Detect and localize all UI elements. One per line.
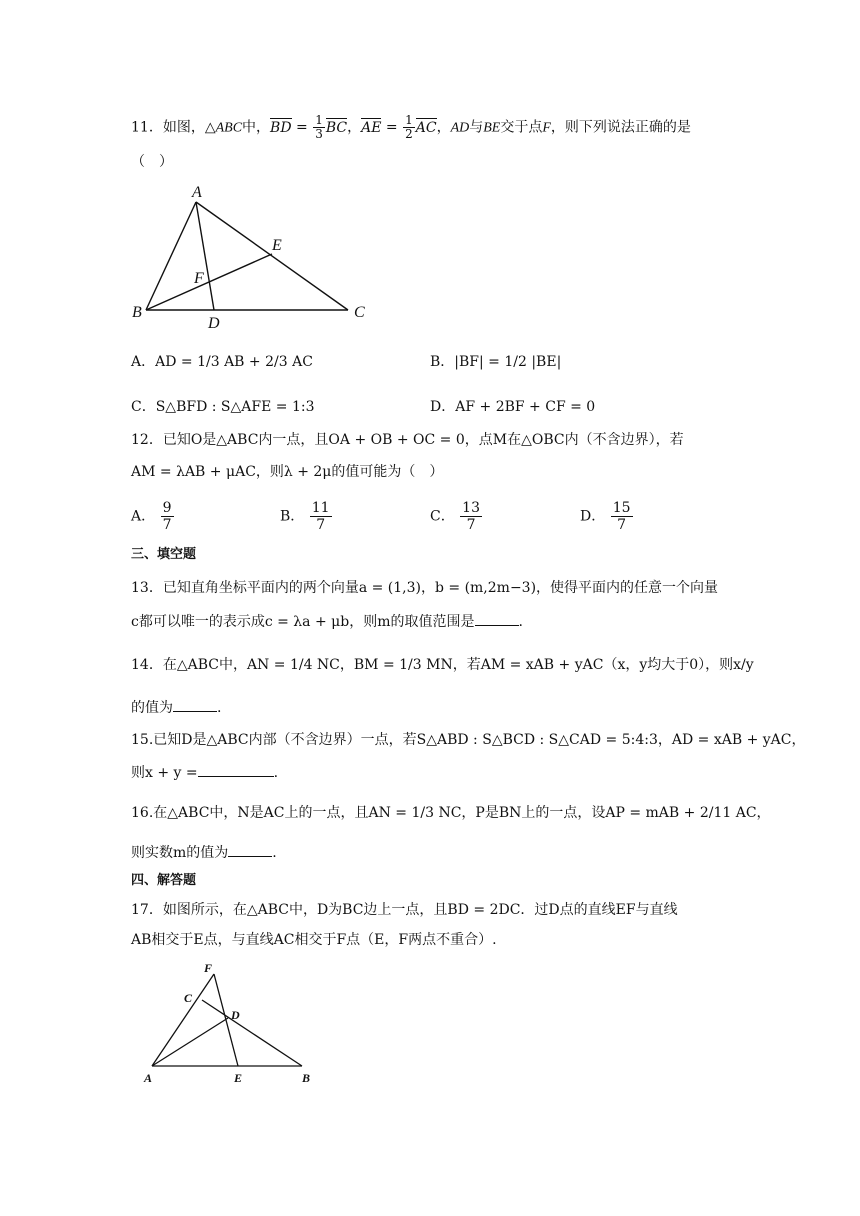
svg-text:B: B	[132, 304, 142, 321]
q11-option-a: A．AD = 1/3 AB + 2/3 AC	[131, 354, 313, 370]
q15-line2: 则x + y = .	[131, 762, 278, 783]
svg-text:F: F	[194, 270, 204, 287]
svg-text:E: E	[234, 1071, 243, 1085]
answer-blank	[173, 697, 217, 712]
answer-blank	[475, 611, 519, 626]
q12-option-a: A． $\frac{9}{7}$	[131, 500, 172, 533]
q15-line1: 15.已知D是△ABC内部（不含边界）一点，若S△ABD : S△BCD : S△CAD = 5:4:3，AD = xAB + yAC，	[131, 732, 806, 748]
svg-text:A: A	[192, 184, 202, 201]
section-heading-solutions: 四、解答题	[131, 873, 197, 888]
section-heading-fill-in: 三、填空题	[131, 547, 197, 562]
svg-text:E: E	[272, 237, 282, 254]
svg-text:C: C	[354, 304, 365, 321]
answer-blank	[228, 842, 272, 857]
q17-figure	[140, 960, 330, 1090]
svg-text:C: C	[184, 991, 193, 1005]
q17-line2: AB相交于E点，与直线AC相交于F点（E，F两点不重合）.	[131, 932, 497, 948]
q12-option-b: B． $\frac{11}{7}$	[280, 500, 330, 533]
q14-line2: 的值为 .	[131, 697, 221, 718]
q11-option-b: B．|BF| = 1/2 |BE|	[430, 354, 562, 370]
q13-line2: c都可以唯一的表示成c = λa + μb，则m的取值范围是 .	[131, 611, 523, 632]
q11-stem: 11．如图，△ABC中，BD = $\frac{1}{3}$ BC，AE = $\frac{1}{2}$ AC，AD与BE交于点F，则下列说法正确的是	[131, 113, 691, 141]
q12-option-c: C． $\frac{13}{7}$	[430, 500, 480, 533]
q11-figure	[128, 182, 378, 332]
svg-text:F: F	[204, 961, 213, 975]
q12-line1: 12．已知O是△ABC内一点，且OA + OB + OC = 0，点M在△OBC内（不含边界），若	[131, 432, 684, 448]
svg-text:D: D	[208, 315, 220, 332]
q12-option-d: D． $\frac{15}{7}$	[580, 500, 631, 533]
q11-option-d: D．AF + 2BF + CF = 0	[430, 399, 596, 415]
q14-line1: 14．在△ABC中，AN = 1/4 NC，BM = 1/3 MN，若AM = xAB + yAC（x，y均大于0），则x/y	[131, 657, 754, 673]
q11-answer-paren: （ ）	[131, 154, 173, 170]
svg-text:D: D	[231, 1008, 240, 1022]
q17-line1: 17．如图所示，在△ABC中，D为BC边上一点，且BD = 2DC．过D点的直线EF与直线	[131, 902, 678, 918]
q12-line2: AM = λAB + μAC，则λ + 2μ的值可能为（ ）	[131, 464, 444, 480]
svg-text:A: A	[144, 1071, 153, 1085]
q13-line1: 13．已知直角坐标平面内的两个向量a = (1,3)，b = (m,2m−3)，使得平面内的任意一个向量	[131, 580, 719, 596]
q16-line2: 则实数m的值为 .	[131, 842, 277, 863]
q11-option-c: C．S△BFD : S△AFE = 1:3	[131, 399, 315, 415]
answer-blank	[198, 762, 274, 777]
svg-text:B: B	[302, 1071, 311, 1085]
q16-line1: 16.在△ABC中，N是AC上的一点，且AN = 1/3 NC，P是BN上的一点，设AP = mAB + 2/11 AC，	[131, 805, 771, 821]
